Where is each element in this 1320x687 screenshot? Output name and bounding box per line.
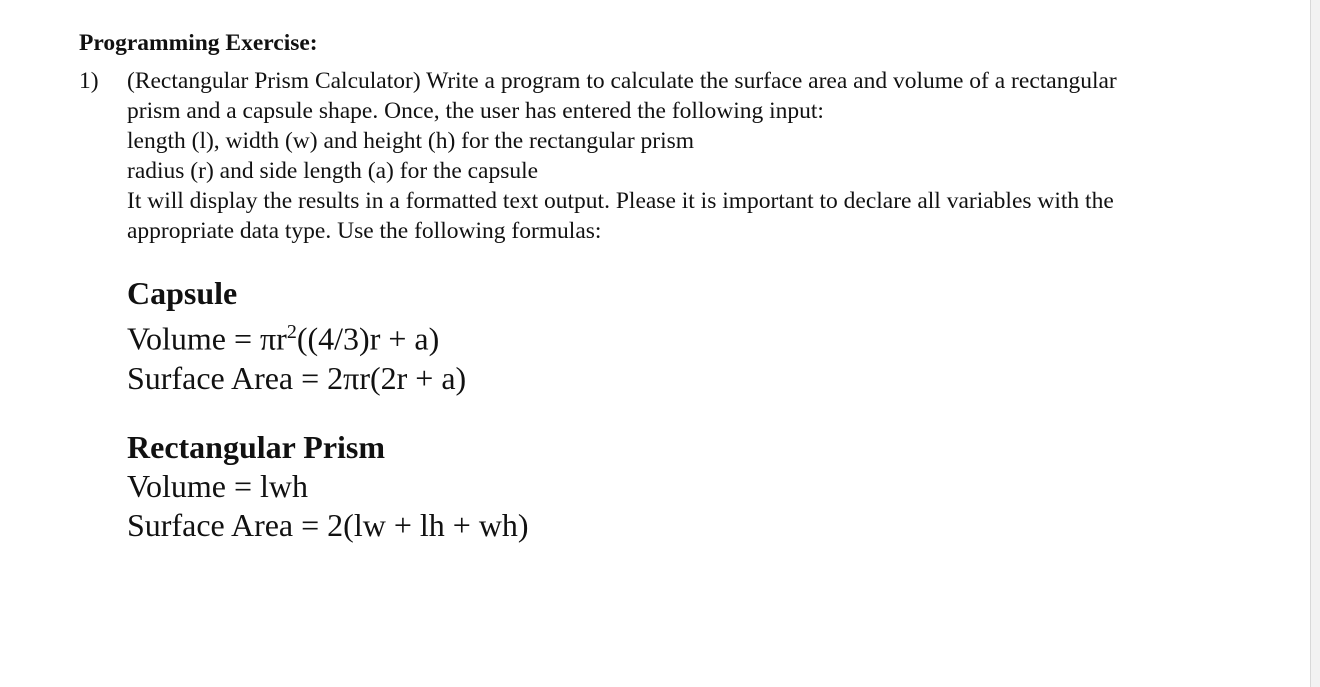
description-line: radius (r) and side length (a) for the capsule	[127, 158, 539, 184]
capsule-surface-area-formula: Surface Area = 2πr(2r + a)	[127, 359, 467, 396]
capsule-title: Capsule	[127, 275, 238, 311]
exercise-description	[127, 66, 1237, 246]
prism-surface-area-formula: Surface Area = 2(lw + lh + wh)	[127, 507, 529, 543]
capsule-formulas	[127, 273, 466, 398]
exercise-number: 1)	[79, 68, 99, 94]
description-line: length (l), width (w) and height (h) for the rectangular prism	[127, 128, 695, 154]
description-line: appropriate data type. Use the following formulas:	[127, 218, 602, 244]
prism-title: Rectangular Prism	[127, 429, 386, 465]
prism-formulas	[127, 427, 529, 545]
capsule-volume-prefix: Volume = πr	[127, 320, 287, 357]
description-line: (Rectangular Prism Calculator) Write a program to calculate the surface area and volume of a rectangular	[127, 68, 1117, 94]
capsule-volume-exponent: 2	[286, 321, 297, 343]
capsule-volume-formula	[127, 313, 466, 359]
description-line: prism and a capsule shape. Once, the user has entered the following input:	[127, 98, 824, 124]
exercise-heading: Programming Exercise:	[79, 30, 318, 56]
description-line: It will display the results in a formatted text output. Please it is important to declare all variables with the	[127, 188, 1114, 214]
prism-volume-formula: Volume = lwh	[127, 468, 309, 504]
page-edge	[1310, 0, 1320, 687]
capsule-volume-suffix: ((4/3)r + a)	[296, 320, 440, 357]
